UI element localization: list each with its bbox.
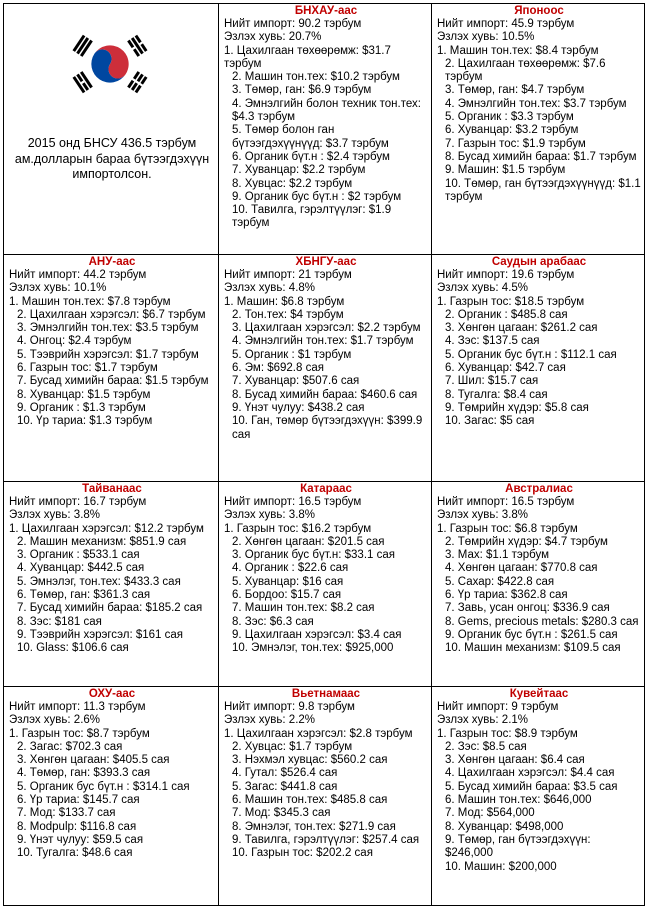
import-item: 3. Цахилгаан хэрэгсэл: $2.2 тэрбум <box>232 322 421 335</box>
south-korea-flag-icon <box>54 24 166 104</box>
import-item: 9. Органик бус бүт.н : $261.5 сая <box>445 628 618 641</box>
country-title: Кувейтаас <box>509 688 569 700</box>
country-title: Японоос <box>514 5 564 17</box>
share-percent: Эзлэх хувь: 3.8% <box>437 509 529 522</box>
import-item: 1. Газрын тос: $6.8 тэрбум <box>437 522 578 535</box>
import-item: 8. Зэс: $181 сая <box>17 615 102 628</box>
import-item: 8. Тугалга: $8.4 сая <box>445 388 548 401</box>
country-cell <box>432 482 644 687</box>
country-cell <box>4 687 219 905</box>
import-item: 10. Машин: $200,000 <box>445 860 557 873</box>
import-item: 3. Нэхмэл хувцас: $560.2 сая <box>232 754 388 767</box>
import-item: 6. Үр тариа: $145.7 сая <box>17 794 140 807</box>
import-item: 8. Бусад химийн бараа: $460.6 сая <box>232 388 418 401</box>
import-item: 4. Эмнэлгийн болон техник тон.тех: $4.3 тэрбум <box>232 97 421 124</box>
share-percent: Эзлэх хувь: 4.8% <box>224 282 316 295</box>
import-item: 1. Цахилгаан хэрэгсэл: $12.2 тэрбум <box>9 522 204 535</box>
import-item: 8. Gems, precious metals: $280.3 сая <box>445 615 639 628</box>
import-item: 4. Онгоц: $2.4 тэрбум <box>17 335 132 348</box>
import-item: 8. Зэс: $6.3 сая <box>232 615 314 628</box>
country-title: БНХАУ-аас <box>294 5 358 17</box>
country-cell <box>219 687 432 905</box>
import-item: 3. Төмөр, ган: $4.7 тэрбум <box>445 84 585 97</box>
import-item: 7. Шил: $15.7 сая <box>445 375 539 388</box>
import-item: 1. Газрын тос: $8.7 тэрбум <box>9 727 150 740</box>
import-item: 2. Машин механизм: $851.9 сая <box>17 535 187 548</box>
import-item: 1. Цахилгаан хэрэгсэл: $2.8 тэрбум <box>224 727 413 740</box>
total-import: Нийт импорт: 11.3 тэрбум <box>9 701 146 713</box>
import-item: 3. Хөнгөн цагаан: $261.2 сая <box>445 322 598 335</box>
import-item: 4. Органик : $22.6 сая <box>232 562 349 575</box>
import-item: 1. Цахилгаан төхөөрөмж: $31.7 тэрбум <box>224 44 391 70</box>
import-item: 7. Хуванцар: $2.2 тэрбум <box>232 164 366 177</box>
import-item: 5. Органик : $1 тэрбум <box>232 348 352 361</box>
share-percent: Эзлэх хувь: 10.5% <box>437 31 535 44</box>
import-item: 2. Төмрийн хүдэр: $4.7 тэрбум <box>445 535 608 548</box>
import-item: 2. Машин тон.тех: $10.2 тэрбум <box>232 71 400 84</box>
import-item: 7. Газрын тос: $1.9 тэрбум <box>445 137 586 150</box>
import-item: 1. Газрын тос: $8.9 тэрбум <box>437 727 578 740</box>
total-import: Нийт импорт: 16.5 тэрбум <box>437 496 575 508</box>
import-item: 1. Машин: $6.8 тэрбум <box>224 295 345 308</box>
total-import: Нийт импорт: 44.2 тэрбум <box>9 269 147 281</box>
country-title: Саудын арабаас <box>491 256 587 268</box>
import-item: 8. Хувцас: $2.2 тэрбум <box>232 177 353 190</box>
import-item: 6. Төмөр, ган: $361.3 сая <box>17 589 151 602</box>
country-cell <box>4 255 219 482</box>
import-item: 2. Органик : $485.8 сая <box>445 308 568 321</box>
country-title: Вьетнамаас <box>291 688 361 700</box>
share-percent: Эзлэх хувь: 20.7% <box>224 31 322 44</box>
import-item: 7. Мод: $133.7 сая <box>17 807 116 820</box>
import-item: 9. Тавилга, гэрэлтүүлэг: $257.4 сая <box>232 833 420 846</box>
total-import: Нийт импорт: 21 тэрбум <box>224 269 352 281</box>
import-item: 7. Мод: $564,000 <box>445 807 535 820</box>
import-item: 6. Машин тон.тех: $485.8 сая <box>232 794 388 807</box>
import-item: 9. Үнэт чулуу: $438.2 сая <box>232 401 365 414</box>
import-item: 4. Хуванцар: $442.5 сая <box>17 562 145 575</box>
import-item: 4. Зэс: $137.5 сая <box>445 335 540 348</box>
import-item: 5. Сахар: $422.8 сая <box>445 575 555 588</box>
total-import: Нийт импорт: 9.8 тэрбум <box>224 701 355 713</box>
share-percent: Эзлэх хувь: 2.1% <box>437 714 529 727</box>
country-title: Катараас <box>300 483 352 495</box>
import-item: 10. Газрын тос: $202.2 сая <box>232 847 373 860</box>
import-item: 6. Органик бүт.н : $2.4 тэрбум <box>232 150 390 163</box>
country-cell <box>432 4 644 255</box>
import-item: 8. Modpulp: $116.8 сая <box>17 820 137 833</box>
import-item: 3. Органик : $533.1 сая <box>17 549 140 562</box>
import-item: 6. Бордоо: $15.7 сая <box>232 589 342 602</box>
share-percent: Эзлэх хувь: 2.2% <box>224 714 316 727</box>
import-item: 3. Хөнгөн цагаан: $405.5 сая <box>17 754 170 767</box>
country-cell <box>432 687 644 905</box>
import-item: 10. Төмөр, ган бүтээгдэхүүнүүд: $1.1 тэрбум <box>445 177 641 203</box>
import-item: 4. Гутал: $526.4 сая <box>232 767 338 780</box>
import-item: 6. Машин тон.тех: $646,000 <box>445 794 592 807</box>
import-item: 8. Хуванцар: $1.5 тэрбум <box>17 388 151 401</box>
import-item: 5. Органик бус бүт.н : $112.1 сая <box>445 348 617 361</box>
import-item: 4. Төмөр, ган: $393.3 сая <box>17 767 151 780</box>
import-item: 10. Үр тариа: $1.3 тэрбум <box>17 415 153 428</box>
import-item: 5. Хуванцар: $16 сая <box>232 575 344 588</box>
total-import: Нийт импорт: 16.7 тэрбум <box>9 496 147 508</box>
total-import: Нийт импорт: 16.5 тэрбум <box>224 496 362 508</box>
import-item: 10. Тавилга, гэрэлтүүлэг: $1.9 тэрбум <box>232 204 392 230</box>
country-cell <box>432 255 644 482</box>
total-import: Нийт импорт: 19.6 тэрбум <box>437 269 575 281</box>
import-item: 3. Төмөр, ган: $6.9 тэрбум <box>232 84 372 97</box>
country-title: АНУ-аас <box>88 256 136 268</box>
import-item: 10. Эмнэлэг, тон.тех: $925,000 <box>232 642 394 655</box>
import-item: 7. Мод: $345.3 сая <box>232 807 331 820</box>
import-item: 10. Glass: $106.6 сая <box>17 642 129 655</box>
import-item: 6. Үр тариа: $362.8 сая <box>445 589 568 602</box>
intro-cell <box>4 4 219 255</box>
country-cell <box>4 482 219 687</box>
import-item: 8. Эмнэлэг, тон.тех: $271.9 сая <box>232 820 396 833</box>
import-item: 1. Машин тон.тех: $8.4 тэрбум <box>437 44 599 57</box>
import-item: 4. Эмнэлгийн тон.тех: $1.7 тэрбум <box>232 335 414 348</box>
import-item: 9. Тээврийн хэрэгсэл: $161 сая <box>17 628 184 641</box>
import-item: 9. Үнэт чулуу: $59.5 сая <box>17 833 144 846</box>
share-percent: Эзлэх хувь: 4.5% <box>437 282 529 295</box>
import-item: 2. Зэс: $8.5 сая <box>445 740 527 753</box>
share-percent: Эзлэх хувь: 3.8% <box>224 509 316 522</box>
import-item: 5. Органик : $3.3 тэрбум <box>445 111 574 124</box>
import-item: 2. Цахилгаан төхөөрөмж: $7.6 тэрбум <box>445 57 606 84</box>
total-import: Нийт импорт: 90.2 тэрбум <box>224 18 362 30</box>
import-item: 3. Эмнэлгийн тон.тех: $3.5 тэрбум <box>17 322 199 335</box>
import-item: 2. Цахилгаан хэрэгсэл: $6.7 тэрбум <box>17 308 206 321</box>
import-item: 10. Машин механизм: $109.5 сая <box>445 642 621 655</box>
country-title: ХБНГУ-аас <box>295 256 357 268</box>
share-percent: Эзлэх хувь: 2.6% <box>9 714 101 727</box>
import-item: 4. Хөнгөн цагаан: $770.8 сая <box>445 562 598 575</box>
share-percent: Эзлэх хувь: 10.1% <box>9 282 107 295</box>
share-percent: Эзлэх хувь: 3.8% <box>9 509 101 522</box>
import-item: 3. Органик бус бүт.н: $33.1 сая <box>232 549 395 562</box>
country-title: Австралиас <box>505 483 573 495</box>
import-item: 9. Цахилгаан хэрэгсэл: $3.4 сая <box>232 628 402 641</box>
import-item: 5. Загас: $441.8 сая <box>232 780 338 793</box>
total-import: Нийт импорт: 45.9 тэрбум <box>437 18 575 30</box>
import-item: 8. Бусад химийн бараа: $1.7 тэрбум <box>445 150 637 163</box>
import-item: 6. Газрын тос: $1.7 тэрбум <box>17 362 158 375</box>
import-item: 6. Хуванцар: $3.2 тэрбум <box>445 124 579 137</box>
import-item: 1. Газрын тос: $16.2 тэрбум <box>224 522 372 535</box>
import-item: 7. Завь, усан онгоц: $336.9 сая <box>445 602 610 615</box>
import-item: 2. Хувцас: $1.7 тэрбум <box>232 740 353 753</box>
import-item: 7. Хуванцар: $507.6 сая <box>232 375 360 388</box>
import-item: 10. Загас: $5 сая <box>445 415 535 428</box>
import-item: 5. Эмнэлэг, тон.тех: $433.3 сая <box>17 575 181 588</box>
import-item: 5. Органик бус бүт.н : $314.1 сая <box>17 780 190 793</box>
intro-text: 2015 онд БНСУ 436.5 тэрбум ам.долларын бараа бүтээгдэхүүн импортолсон. <box>14 136 210 181</box>
import-item: 5. Төмөр болон ган бүтээгдэхүүнүүд: $3.7 тэрбум <box>232 124 389 150</box>
import-item: 2. Тон.тех: $4 тэрбум <box>232 308 344 321</box>
country-title: ОХУ-аас <box>88 688 136 700</box>
import-item: 7. Бусад химийн бараа: $1.5 тэрбум <box>17 375 209 388</box>
country-cell <box>219 4 432 255</box>
import-item: 1. Газрын тос: $18.5 тэрбум <box>437 295 585 308</box>
import-item: 10. Ган, төмөр бүтээгдэхүүн: $399.9 сая <box>232 415 423 441</box>
import-item: 2. Хөнгөн цагаан: $201.5 сая <box>232 535 385 548</box>
import-item: 4. Цахилгаан хэрэгсэл: $4.4 сая <box>445 767 615 780</box>
import-item: 9. Төмөр, ган бүтээгдэхүүн: $246,000 <box>445 833 591 860</box>
import-item: 9. Машин: $1.5 тэрбум <box>445 164 566 177</box>
import-item: 2. Загас: $702.3 сая <box>17 740 123 753</box>
import-item: 9. Төмрийн хүдэр: $5.8 сая <box>445 401 589 414</box>
country-cell <box>219 255 432 482</box>
import-item: 9. Органик бус бүт.н : $2 тэрбум <box>232 190 402 203</box>
country-title: Тайванаас <box>82 483 142 495</box>
import-item: 8. Хуванцар: $498,000 <box>445 820 564 833</box>
import-item: 3. Мах: $1.1 тэрбум <box>445 549 549 562</box>
import-item: 6. Эм: $692.8 сая <box>232 362 324 375</box>
import-item: 7. Машин тон.тех: $8.2 сая <box>232 602 375 615</box>
import-item: 4. Эмнэлгийн тон.тех: $3.7 тэрбум <box>445 97 627 110</box>
country-cell <box>219 482 432 687</box>
import-item: 5. Тээврийн хэрэгсэл: $1.7 тэрбум <box>17 348 199 361</box>
import-item: 5. Бусад химийн бараа: $3.5 сая <box>445 780 618 793</box>
import-item: 3. Хөнгөн цагаан: $6.4 сая <box>445 754 585 767</box>
import-item: 6. Хуванцар: $42.7 сая <box>445 362 566 375</box>
import-table <box>3 3 645 906</box>
total-import: Нийт импорт: 9 тэрбум <box>437 701 559 713</box>
import-item: 9. Органик : $1.3 тэрбум <box>17 401 146 414</box>
import-item: 7. Бусад химийн бараа: $185.2 сая <box>17 602 203 615</box>
import-item: 10. Тугалга: $48.6 сая <box>17 847 133 860</box>
import-item: 1. Машин тон.тех: $7.8 тэрбум <box>9 295 171 308</box>
